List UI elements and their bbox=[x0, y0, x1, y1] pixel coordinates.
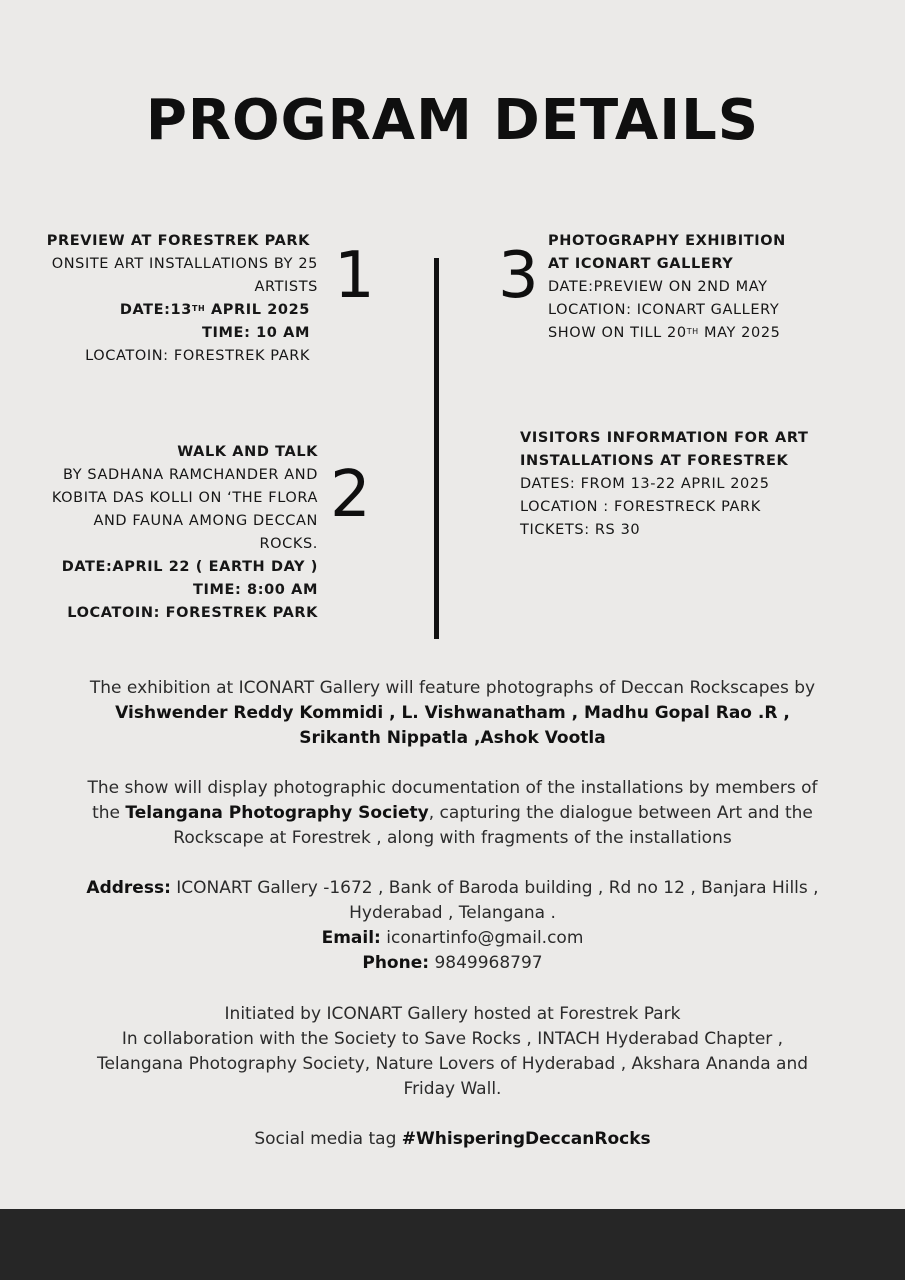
address bbox=[40, 876, 865, 901]
visitors-heading-line1: VISITORS INFORMATION FOR ART bbox=[520, 430, 809, 446]
credits-line2: In collaboration with the Society to Save Rocks , INTACH Hyderabad Chapter , bbox=[121, 1029, 784, 1049]
social-hashtag: #WhisperingDeccanRocks bbox=[401, 1129, 651, 1149]
credits-line4: Friday Wall. bbox=[403, 1079, 502, 1099]
show-line1: The show will display photographic documentation of the installations by members of bbox=[87, 778, 818, 798]
event-1-date-prefix: DATE:13 bbox=[119, 302, 192, 318]
visitors-info bbox=[520, 427, 880, 542]
phone bbox=[40, 951, 865, 976]
page-title: PROGRAM DETAILS bbox=[145, 88, 760, 153]
exhibition-artists-line2: Srikanth Nippatla ,Ashok Vootla bbox=[299, 728, 606, 748]
event-1-date-sup: TH bbox=[191, 304, 206, 313]
footer-bar bbox=[0, 1209, 905, 1280]
show-line2-post: , capturing the dialogue between Art and the bbox=[428, 803, 813, 823]
social-prefix: Social media tag bbox=[254, 1129, 402, 1149]
email-value[interactable]: iconartinfo@gmail.com bbox=[380, 928, 584, 948]
event-1-time: TIME: 10 AM bbox=[202, 325, 310, 341]
address-line2: Hyderabad , Telangana . bbox=[349, 903, 556, 923]
credits-line3: Telangana Photography Society, Nature Lovers of Hyderabad , Akshara Ananda and bbox=[96, 1054, 809, 1074]
event-3-details bbox=[548, 230, 878, 345]
event-2-date: DATE:APRIL 22 ( EARTH DAY ) bbox=[61, 559, 318, 575]
show-line3: Rockscape at Forestrek , along with fragments of the installations bbox=[173, 828, 732, 848]
event-1-details bbox=[20, 230, 318, 368]
phone-label: Phone: bbox=[362, 953, 430, 973]
event-3-heading-line2: AT ICONART GALLERY bbox=[548, 256, 734, 272]
event-1-desc-line2: ARTISTS bbox=[254, 279, 318, 295]
visitors-dates: DATES: FROM 13-22 APRIL 2025 bbox=[520, 476, 770, 492]
address-value: ICONART Gallery -1672 , Bank of Baroda building , Rd no 12 , Banjara Hills , bbox=[170, 878, 819, 898]
event-1-heading: PREVIEW AT FORESTREK PARK bbox=[46, 233, 310, 249]
visitors-tickets: TICKETS: RS 30 bbox=[520, 522, 641, 538]
exhibition-intro: The exhibition at ICONART Gallery will feature photographs of Deccan Rockscapes by bbox=[89, 678, 816, 698]
exhibition-paragraph bbox=[40, 676, 865, 751]
event-2-number: 2 bbox=[330, 458, 371, 532]
event-1-desc-line1: ONSITE ART INSTALLATIONS BY 25 bbox=[51, 256, 318, 272]
event-1-location: LOCATOIN: FORESTREK PARK bbox=[85, 348, 310, 364]
event-3-show-dates bbox=[548, 322, 878, 345]
event-2-location: LOCATOIN: FORESTREK PARK bbox=[67, 605, 318, 621]
event-1-date bbox=[20, 299, 310, 322]
event-2-desc-line1: BY SADHANA RAMCHANDER AND bbox=[62, 467, 318, 483]
event-2-time: TIME: 8:00 AM bbox=[192, 582, 318, 598]
email bbox=[40, 926, 865, 951]
event-2-desc-line4: ROCKS. bbox=[259, 536, 318, 552]
event-3-preview: DATE:PREVIEW ON 2ND MAY bbox=[548, 279, 768, 295]
vertical-divider bbox=[434, 258, 439, 639]
event-3-location: LOCATION: ICONART GALLERY bbox=[548, 302, 780, 318]
show-line2-bold: Telangana Photography Society bbox=[125, 803, 429, 823]
credits-block bbox=[40, 1002, 865, 1102]
phone-value: 9849968797 bbox=[429, 953, 543, 973]
visitors-heading-line2: INSTALLATIONS AT FORESTREK bbox=[520, 453, 789, 469]
event-3-show-sup: TH bbox=[686, 327, 699, 336]
event-3-show-suffix: MAY 2025 bbox=[698, 325, 781, 341]
event-2-desc-line2: KOBITA DAS KOLLI ON ‘THE FLORA bbox=[51, 490, 318, 506]
email-label: Email: bbox=[321, 928, 381, 948]
event-2-desc-line3: AND FAUNA AMONG DECCAN bbox=[93, 513, 318, 529]
event-1-number: 1 bbox=[334, 239, 375, 313]
event-3-show-prefix: SHOW ON TILL 20 bbox=[548, 325, 687, 341]
event-1-date-suffix: APRIL 2025 bbox=[205, 302, 310, 318]
visitors-location: LOCATION : FORESTRECK PARK bbox=[520, 499, 761, 515]
event-3-heading-line1: PHOTOGRAPHY EXHIBITION bbox=[548, 233, 786, 249]
social-tag-line bbox=[40, 1127, 865, 1152]
event-2-details bbox=[20, 441, 318, 625]
address-label: Address: bbox=[86, 878, 171, 898]
event-3-number: 3 bbox=[498, 239, 539, 313]
show-line2 bbox=[40, 801, 865, 826]
contact-block bbox=[40, 876, 865, 976]
show-line2-pre: the bbox=[92, 803, 126, 823]
event-2-heading: WALK AND TALK bbox=[177, 444, 318, 460]
credits-line1: Initiated by ICONART Gallery hosted at Forestrek Park bbox=[224, 1004, 681, 1024]
show-paragraph bbox=[40, 776, 865, 851]
exhibition-artists-line1: Vishwender Reddy Kommidi , L. Vishwanatham , Madhu Gopal Rao .R , bbox=[115, 703, 790, 723]
